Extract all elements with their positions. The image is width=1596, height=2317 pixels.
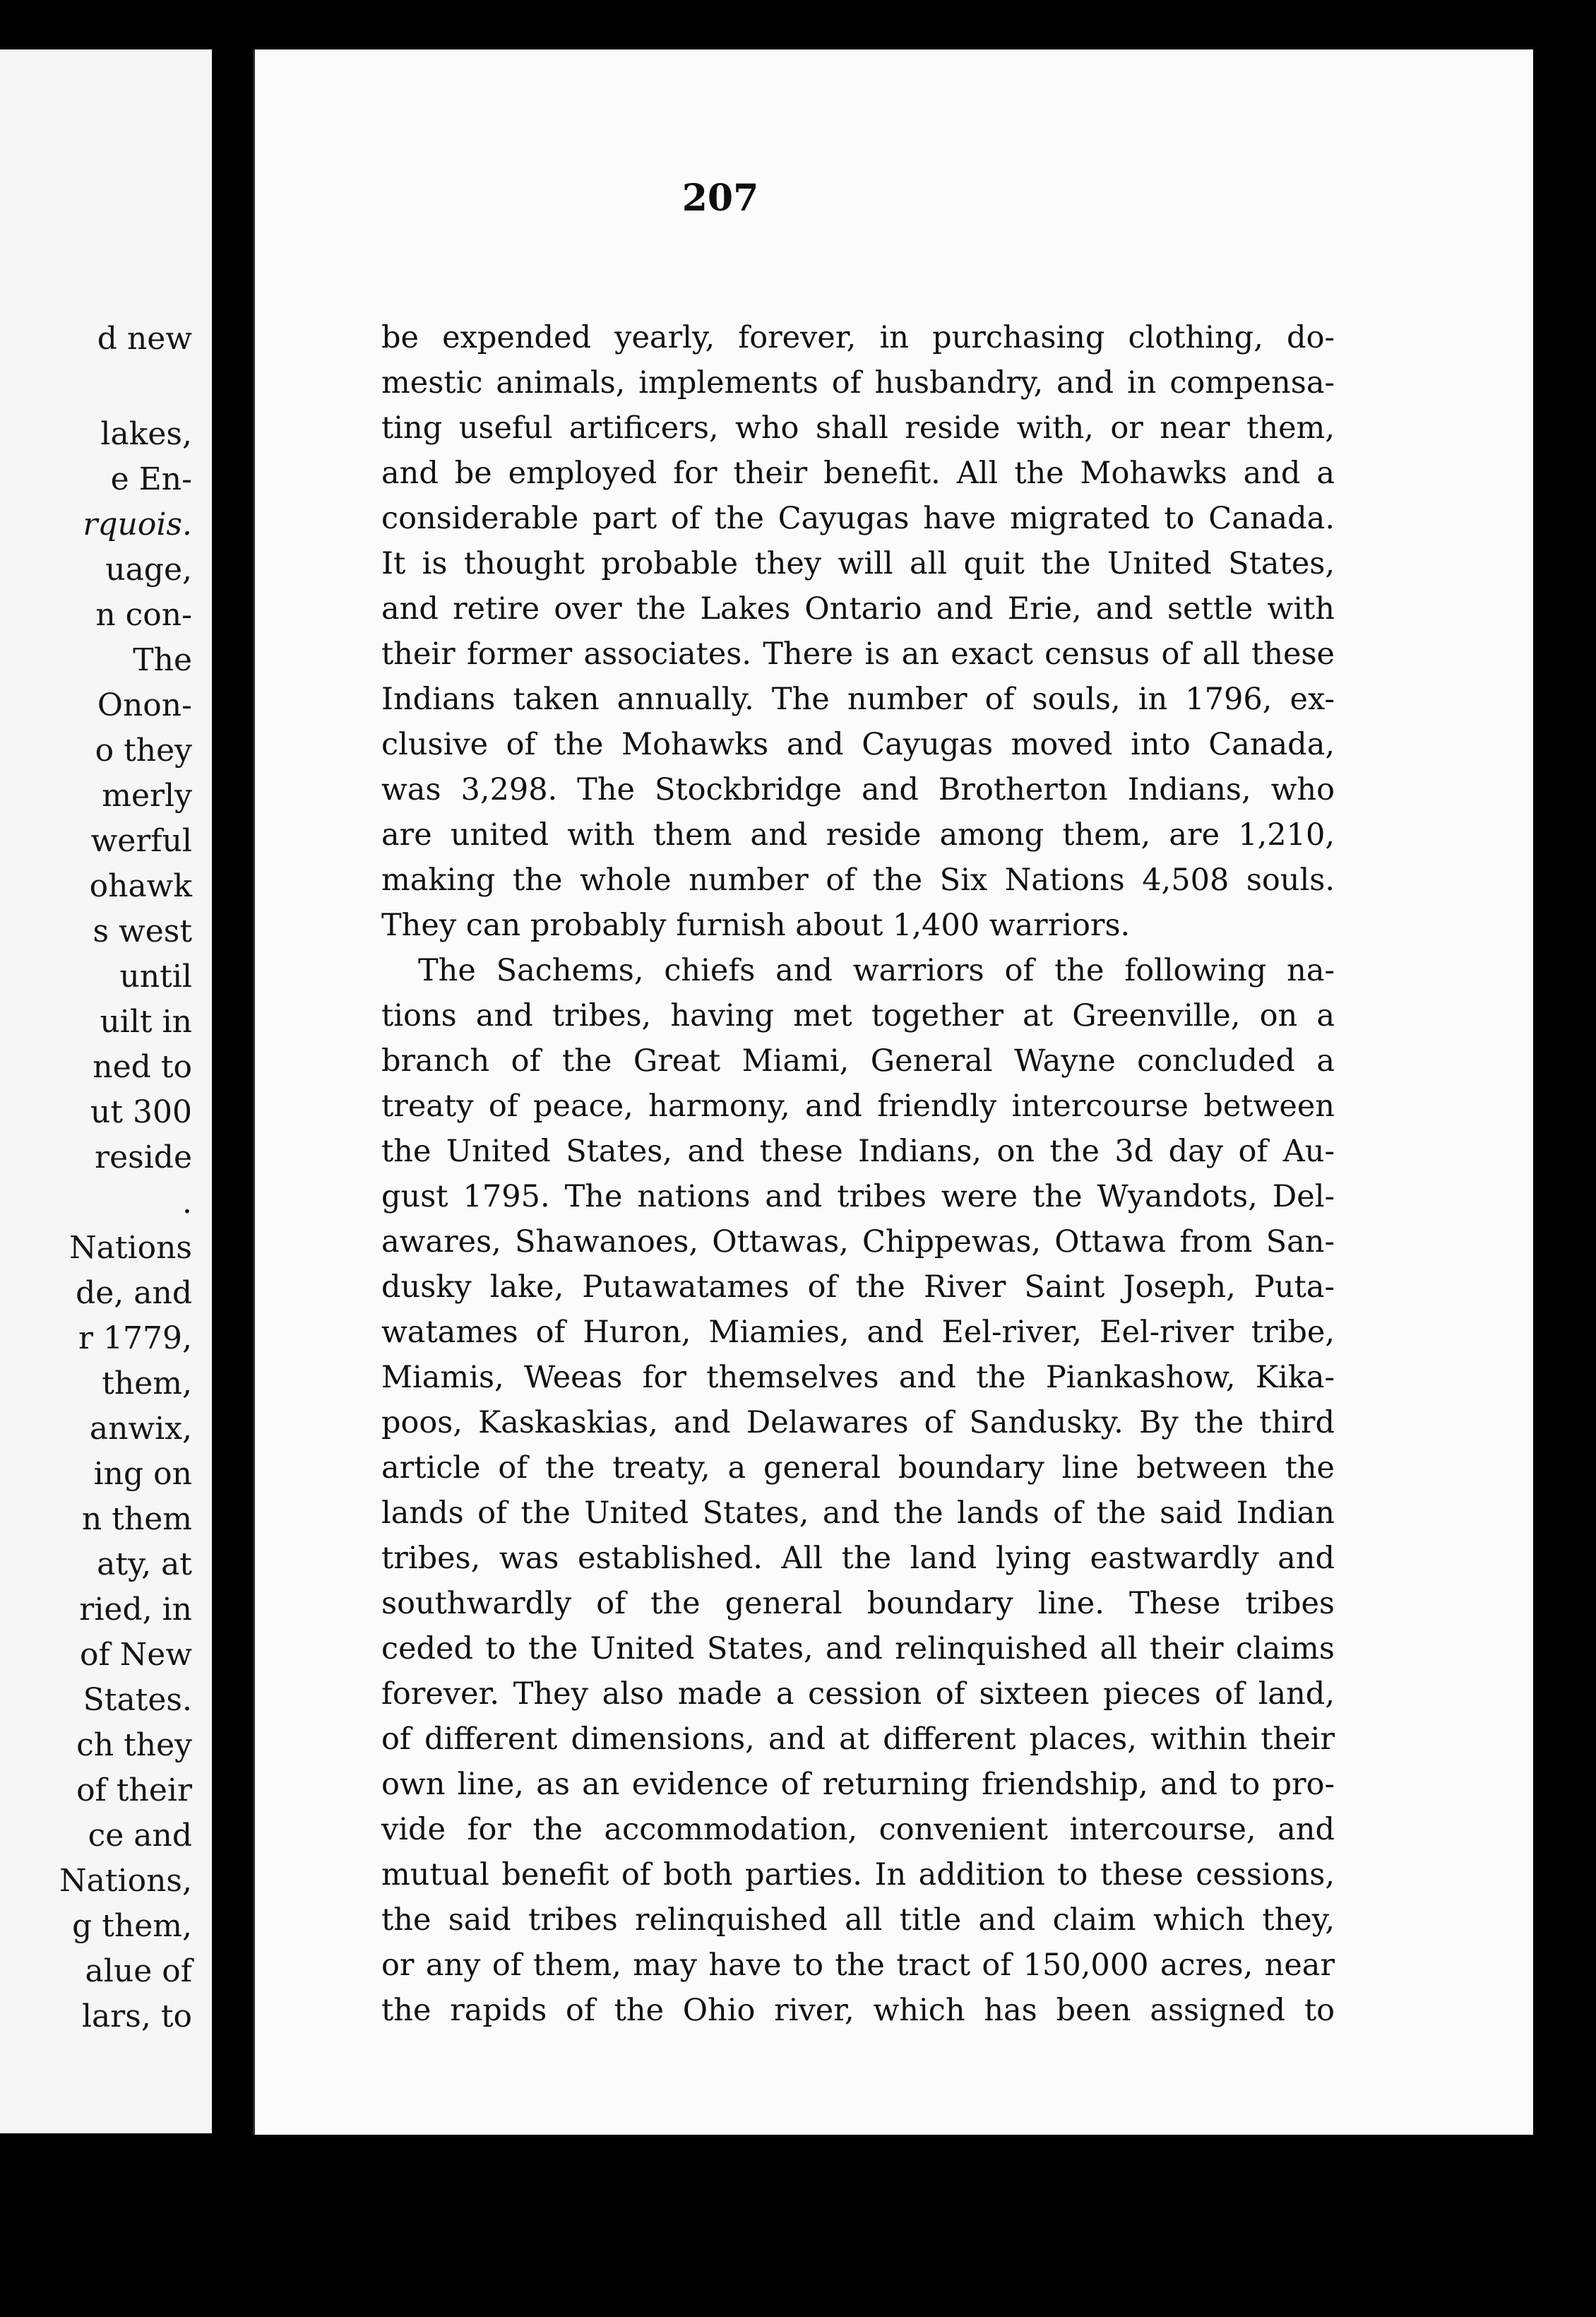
scan-border-bottom — [0, 2135, 1596, 2317]
left-fragment-line: reside — [95, 1139, 192, 1175]
text-line: was 3,298. The Stockbridge and Brotherton Indians, who — [381, 772, 1335, 807]
left-page-fragment — [0, 49, 212, 2133]
left-fragment-line: ch they — [76, 1727, 192, 1763]
text-line: dusky lake, Putawatames of the River Saint Joseph, Puta- — [381, 1269, 1335, 1305]
text-line: or any of them, may have to the tract of 150,000 acres, near — [381, 1948, 1335, 1983]
left-fragment-line: s west — [93, 913, 192, 949]
left-fragment-line: Onon- — [97, 687, 192, 723]
text-line: mutual benefit of both parties. In addition to these cessions, — [381, 1857, 1335, 1892]
text-line: ting useful artificers, who shall reside with, or near them, — [381, 410, 1335, 446]
text-line: awares, Shawanoes, Ottawas, Chippewas, Ottawa from San- — [381, 1224, 1335, 1260]
left-fragment-line: The — [133, 642, 192, 678]
text-line: tribes, was established. All the land lying eastwardly and — [381, 1541, 1335, 1576]
text-line: the United States, and these Indians, on the 3d day of Au- — [381, 1134, 1335, 1169]
left-fragment-line: States. — [83, 1682, 192, 1718]
left-fragment-line: n con- — [95, 597, 192, 633]
text-line: and retire over the Lakes Ontario and Erie, and settle with — [381, 591, 1335, 627]
body-text — [381, 315, 1335, 2033]
left-fragment-line: ce and — [88, 1818, 192, 1854]
left-fragment-line: alue of — [85, 1953, 192, 1989]
text-line: the rapids of the Ohio river, which has been assigned to — [381, 1993, 1335, 2028]
text-line: gust 1795. The nations and tribes were the Wyandots, Del- — [381, 1179, 1335, 1214]
left-fragment-line: ing on — [93, 1456, 192, 1492]
left-fragment-line: lakes, — [100, 416, 192, 452]
left-fragment-line: anwix, — [89, 1411, 192, 1447]
left-fragment-line: ried, in — [79, 1592, 192, 1628]
text-line: and be employed for their benefit. All the Mohawks and a — [381, 456, 1335, 491]
left-fragment-line: them, — [102, 1365, 192, 1402]
left-fragment-line: e En- — [110, 461, 192, 497]
left-fragment-line: r 1779, — [78, 1320, 192, 1356]
left-fragment-line: ohawk — [89, 868, 192, 904]
text-line: branch of the Great Miami, General Wayne concluded a — [381, 1043, 1335, 1079]
text-line: They can probably furnish about 1,400 warriors. — [381, 908, 1131, 943]
text-line: the said tribes relinquished all title and claim which they, — [381, 1902, 1335, 1938]
text-line: poos, Kaskaskias, and Delawares of Sandusky. By the third — [381, 1405, 1335, 1440]
left-fragment-line: lars, to — [81, 1998, 192, 2034]
text-line: forever. They also made a cession of sixteen pieces of land, — [381, 1676, 1335, 1712]
left-fragment-line: uage, — [105, 552, 192, 588]
left-fragment-line: of New — [80, 1637, 192, 1673]
left-fragment-line: o they — [95, 733, 192, 769]
text-line: own line, as an evidence of returning friendship, and to pro- — [381, 1767, 1335, 1802]
text-line: vide for the accommodation, convenient intercourse, and — [381, 1812, 1335, 1847]
text-line: clusive of the Mohawks and Cayugas moved into Canada, — [381, 727, 1335, 762]
left-fragment-line: Nations — [69, 1230, 192, 1266]
text-line: It is thought probable they will all quit the United States, — [381, 546, 1335, 581]
text-line: southwardly of the general boundary line. These tribes — [381, 1586, 1335, 1621]
left-fragment-line: werful — [90, 823, 192, 859]
text-line: lands of the United States, and the lands of the said Indian — [381, 1495, 1335, 1531]
left-fragment-line: d new — [97, 321, 192, 357]
left-fragment-line: until — [119, 959, 192, 995]
text-line: watames of Huron, Miamies, and Eel-river, Eel-river tribe, — [381, 1315, 1335, 1350]
text-line: considerable part of the Cayugas have migrated to Canada. — [381, 501, 1335, 536]
left-fragment-line: ned to — [93, 1049, 192, 1085]
text-line: Miamis, Weeas for themselves and the Piankashow, Kika- — [381, 1360, 1335, 1395]
text-line: ceded to the United States, and relinquished all their claims — [381, 1631, 1335, 1666]
left-fragment-line: ut 300 — [90, 1094, 192, 1130]
left-fragment-line: n them — [81, 1501, 192, 1537]
left-fragment-line: . — [182, 1185, 192, 1221]
text-line: making the whole number of the Six Nations 4,508 souls. — [381, 863, 1335, 898]
text-line: mestic animals, implements of husbandry, and in compensa- — [381, 365, 1335, 401]
text-line: of different dimensions, and at different places, within their — [381, 1722, 1335, 1757]
book-gutter — [212, 0, 253, 2317]
text-line: are united with them and reside among them, are 1,210, — [381, 817, 1335, 853]
page-number: 207 — [681, 177, 759, 220]
text-line: The Sachems, chiefs and warriors of the following na- — [418, 953, 1335, 988]
text-line: treaty of peace, harmony, and friendly intercourse between — [381, 1089, 1335, 1124]
left-fragment-line: rquois. — [83, 506, 192, 543]
left-fragment-line: de, and — [76, 1275, 192, 1311]
left-fragment-line: merly — [102, 778, 192, 814]
left-fragment-line: of their — [76, 1772, 192, 1808]
left-fragment-line: uilt in — [100, 1004, 192, 1040]
text-line: be expended yearly, forever, in purchasing clothing, do- — [381, 320, 1335, 355]
left-fragment-line: Nations, — [59, 1863, 192, 1899]
text-line: tions and tribes, having met together at Greenville, on a — [381, 998, 1335, 1033]
left-fragment-line: g them, — [72, 1908, 192, 1944]
text-line: article of the treaty, a general boundary line between the — [381, 1450, 1335, 1486]
text-line: their former associates. There is an exact census of all these — [381, 636, 1335, 672]
left-fragment-line: aty, at — [97, 1546, 192, 1582]
text-line: Indians taken annually. The number of souls, in 1796, ex- — [381, 682, 1335, 717]
